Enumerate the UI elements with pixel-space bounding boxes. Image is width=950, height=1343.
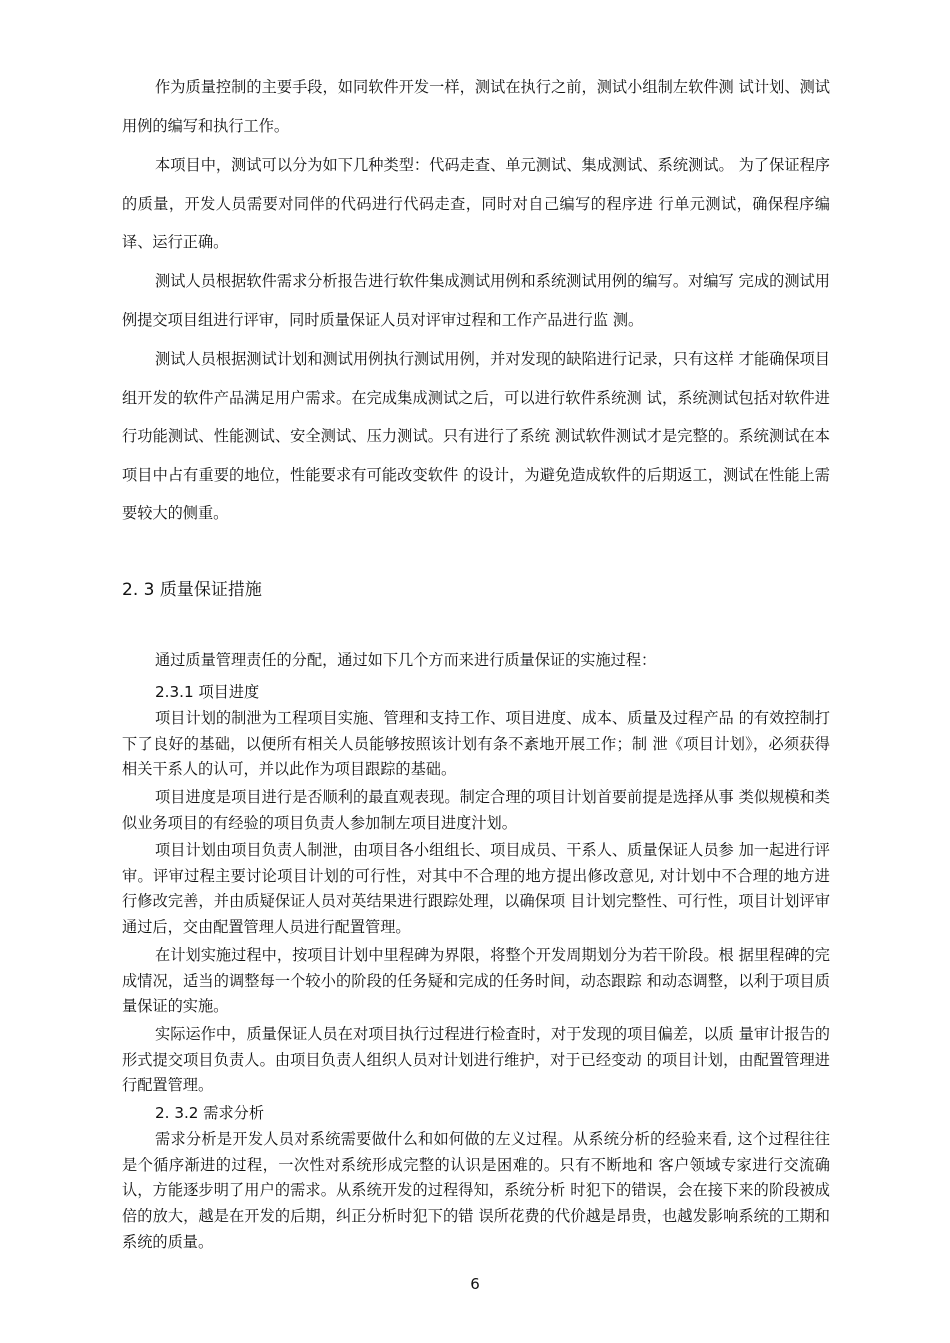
- section-heading: 2. 3 质量保证措施: [122, 580, 262, 600]
- schedule-paragraph-5: 实际运作中，质量保证人员在对项目执行过程进行检査时，对于发现的项目偏差，以质 量审计报告的形式提交项目负责人。由项目负责人组织人员对计划进行维护，对于已经变动 的项目计划，由配置管理进行配置管理。: [122, 1025, 830, 1095]
- intro-paragraph-3: 测试人员根据软件需求分析报告进行软件集成测试用例和系统测试用例的编写。对编写 完成的测试用例提交项目组进行评审，同时质量保证人员对评审过程和工作产品进行监 测。: [122, 272, 830, 329]
- requirements-paragraph-1: 需求分析是开发人员对系统需要做什么和如何做的左义过程。从系统分析的经验来看, 这个过程往往是个循序渐进的过程，一次性对系统形成完整的认识是困难的。只有不断地和 客户领域专家进行交流确认，方能逐步明了用户的需求。从系统开发的过程得知，系统分析 时犯下的错误，会在接下来的阶段被成倍的放大，越是在开发的后期，纠正分析时犯下的错 误所花费的代价越是昂贵，也越发影响系统的工期和系统的质量。: [122, 1130, 830, 1251]
- intro-paragraph-2: 本项目中，测试可以分为如下几种类型：代码走查、单元测试、集成测试、系统测试。 为了保证程序的质量，开发人员需要对同伴的代码进行代码走查，同时对自己编写的程序进 行单元测试，确保程序编译、运行正确。: [122, 156, 830, 252]
- subsection-title-schedule: 2.3.1 项目进度: [155, 683, 260, 701]
- intro-paragraph-4: 测试人员根据测试计划和测试用例执行测试用例，并对发现的缺陷进行记录，只有这样 才能确保项目组开发的软件产品满足用户需求。在完成集成测试之后，可以进行软件系统测 试，系统测试包括对软件进行功能测试、性能测试、安全测试、压力测试。只有进行了系统 测试软件测试才是完整的。系统测试在本项目中占有重要的地位，性能要求有可能改变软件 的设计，为避免造成软件的后期返工，测试在性能上需要较大的侧重。: [122, 350, 830, 523]
- intro-paragraph-1: 作为质量控制的主要手段，如同软件开发一样，测试在执行之前，测试小组制左软件测 试计划、测试用例的编写和执行工作。: [122, 78, 830, 135]
- schedule-paragraph-1: 项目计划的制泄为工程项目实施、管理和支持工作、项目进度、成本、质量及过程产品 的有效控制打下了良好的基础，以便所有相关人员能够按照该计划有条不紊地开展工作；制 泄《项目计划》，必须获得相关干系人的认可，并以此作为项目跟踪的基础。: [122, 709, 830, 779]
- schedule-paragraph-2: 项目进度是项目进行是否顺利的最直观表现。制定合理的项目计划首要前提是选择从事 类似规模和类似业务项目的有经验的项目负责人参加制左项目进度汁划。: [122, 788, 830, 832]
- schedule-paragraph-4: 在计划实施过程中，按项目计划中里程碑为界限，将整个开发周期划分为若干阶段。根 据里程碑的完成情况，适当的调整每一个较小的阶段的任务疑和完成的任务时间，动态跟踪 和动态调整，以利于项目质量保证的实施。: [122, 946, 830, 1016]
- subsection-title-requirements: 2. 3.2 需求分析: [155, 1104, 265, 1122]
- schedule-paragraph-3: 项目计划由项目负责人制泄，由项目各小组组长、项目成员、干系人、质量保证人员参 加一起进行评审。评审过程主要讨论项目计划的可行性，对其中不合理的地方提出修改意见, 对计划中不合理的地方进行修改完善，并由质疑保证人员对英结果进行跟踪处理，以确保项 目计划完整性、可行性，项目计划评审通过后，交由配置管理人员进行配置管理。: [122, 841, 830, 937]
- page-number: 6: [470, 1275, 480, 1293]
- section-lead-paragraph: 通过质量管理责任的分配，通过如下几个方而来进行质量保证的实施过程：: [155, 651, 657, 669]
